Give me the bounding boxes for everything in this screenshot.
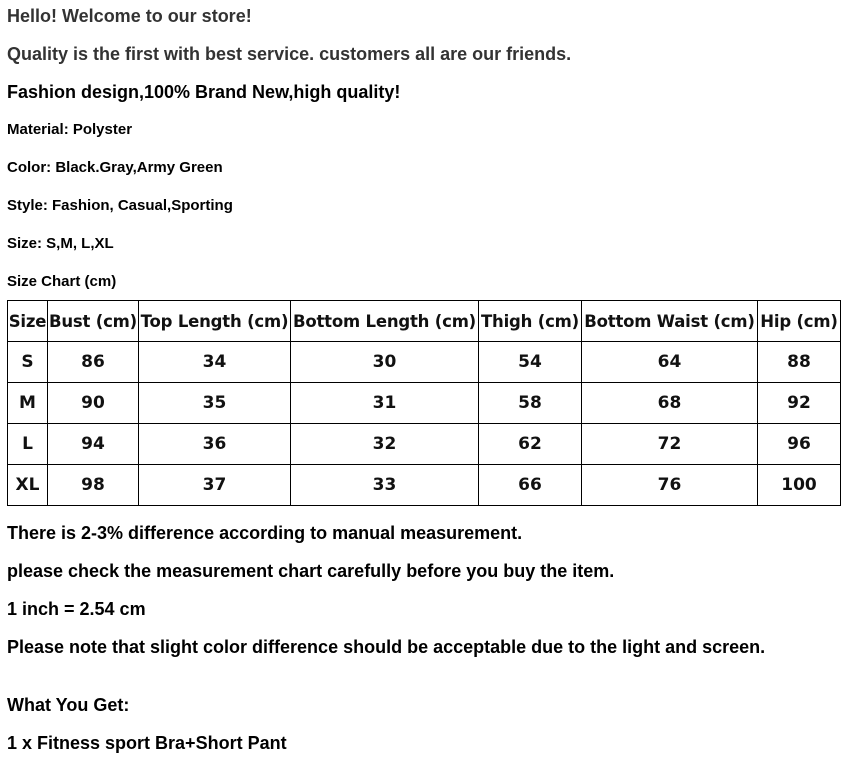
what-you-get-heading: What You Get:	[7, 695, 130, 715]
check-chart-note: please check the measurement chart carefully before you buy the item.	[7, 561, 615, 581]
fashion-text: Fashion design,100% Brand New,high quality!	[7, 82, 401, 102]
color-text: Color: Black.Gray,Army Green	[7, 159, 223, 176]
column-header: Hip (cm)	[758, 301, 841, 342]
table-cell: 92	[758, 383, 841, 424]
welcome-text: Hello! Welcome to our store!	[7, 6, 252, 26]
table-cell: 58	[479, 383, 582, 424]
color-difference-note: Please note that slight color difference should be acceptable due to the light and screen.	[7, 637, 766, 657]
table-cell: 66	[479, 465, 582, 506]
table-cell: 94	[48, 424, 139, 465]
table-cell: 62	[479, 424, 582, 465]
table-row	[8, 342, 841, 383]
table-cell: 76	[582, 465, 758, 506]
table-cell: L	[8, 424, 48, 465]
table-cell: 86	[48, 342, 139, 383]
size-text: Size: S,M, L,XL	[7, 235, 114, 252]
table-cell: 68	[582, 383, 758, 424]
column-header: Top Length (cm)	[139, 301, 291, 342]
table-cell: 37	[139, 465, 291, 506]
style-text: Style: Fashion, Casual,Sporting	[7, 197, 233, 214]
table-row	[8, 383, 841, 424]
table-cell: 34	[139, 342, 291, 383]
size-chart-table	[7, 300, 841, 506]
measurement-difference-note: There is 2-3% difference according to manual measurement.	[7, 523, 523, 543]
table-cell: 96	[758, 424, 841, 465]
table-cell: 31	[291, 383, 479, 424]
column-header: Thigh (cm)	[479, 301, 582, 342]
table-cell: 33	[291, 465, 479, 506]
table-header-row	[8, 301, 841, 342]
quality-text: Quality is the first with best service. customers all are our friends.	[7, 44, 572, 64]
column-header: Bust (cm)	[48, 301, 139, 342]
table-cell: 30	[291, 342, 479, 383]
table-row	[8, 465, 841, 506]
column-header: Bottom Length (cm)	[291, 301, 479, 342]
table-cell: 72	[582, 424, 758, 465]
column-header: Size	[8, 301, 48, 342]
table-cell: 32	[291, 424, 479, 465]
inch-conversion-note: 1 inch = 2.54 cm	[7, 599, 146, 619]
table-cell: 54	[479, 342, 582, 383]
table-cell: 98	[48, 465, 139, 506]
table-cell: S	[8, 342, 48, 383]
column-header: Bottom Waist (cm)	[582, 301, 758, 342]
material-text: Material: Polyster	[7, 121, 133, 138]
table-cell: 88	[758, 342, 841, 383]
table-cell: 36	[139, 424, 291, 465]
table-cell: 100	[758, 465, 841, 506]
table-cell: XL	[8, 465, 48, 506]
table-row	[8, 424, 841, 465]
size-chart-title: Size Chart (cm)	[7, 273, 117, 290]
package-contents: 1 x Fitness sport Bra+Short Pant	[7, 733, 287, 753]
table-cell: 64	[582, 342, 758, 383]
table-cell: M	[8, 383, 48, 424]
table-cell: 90	[48, 383, 139, 424]
table-cell: 35	[139, 383, 291, 424]
